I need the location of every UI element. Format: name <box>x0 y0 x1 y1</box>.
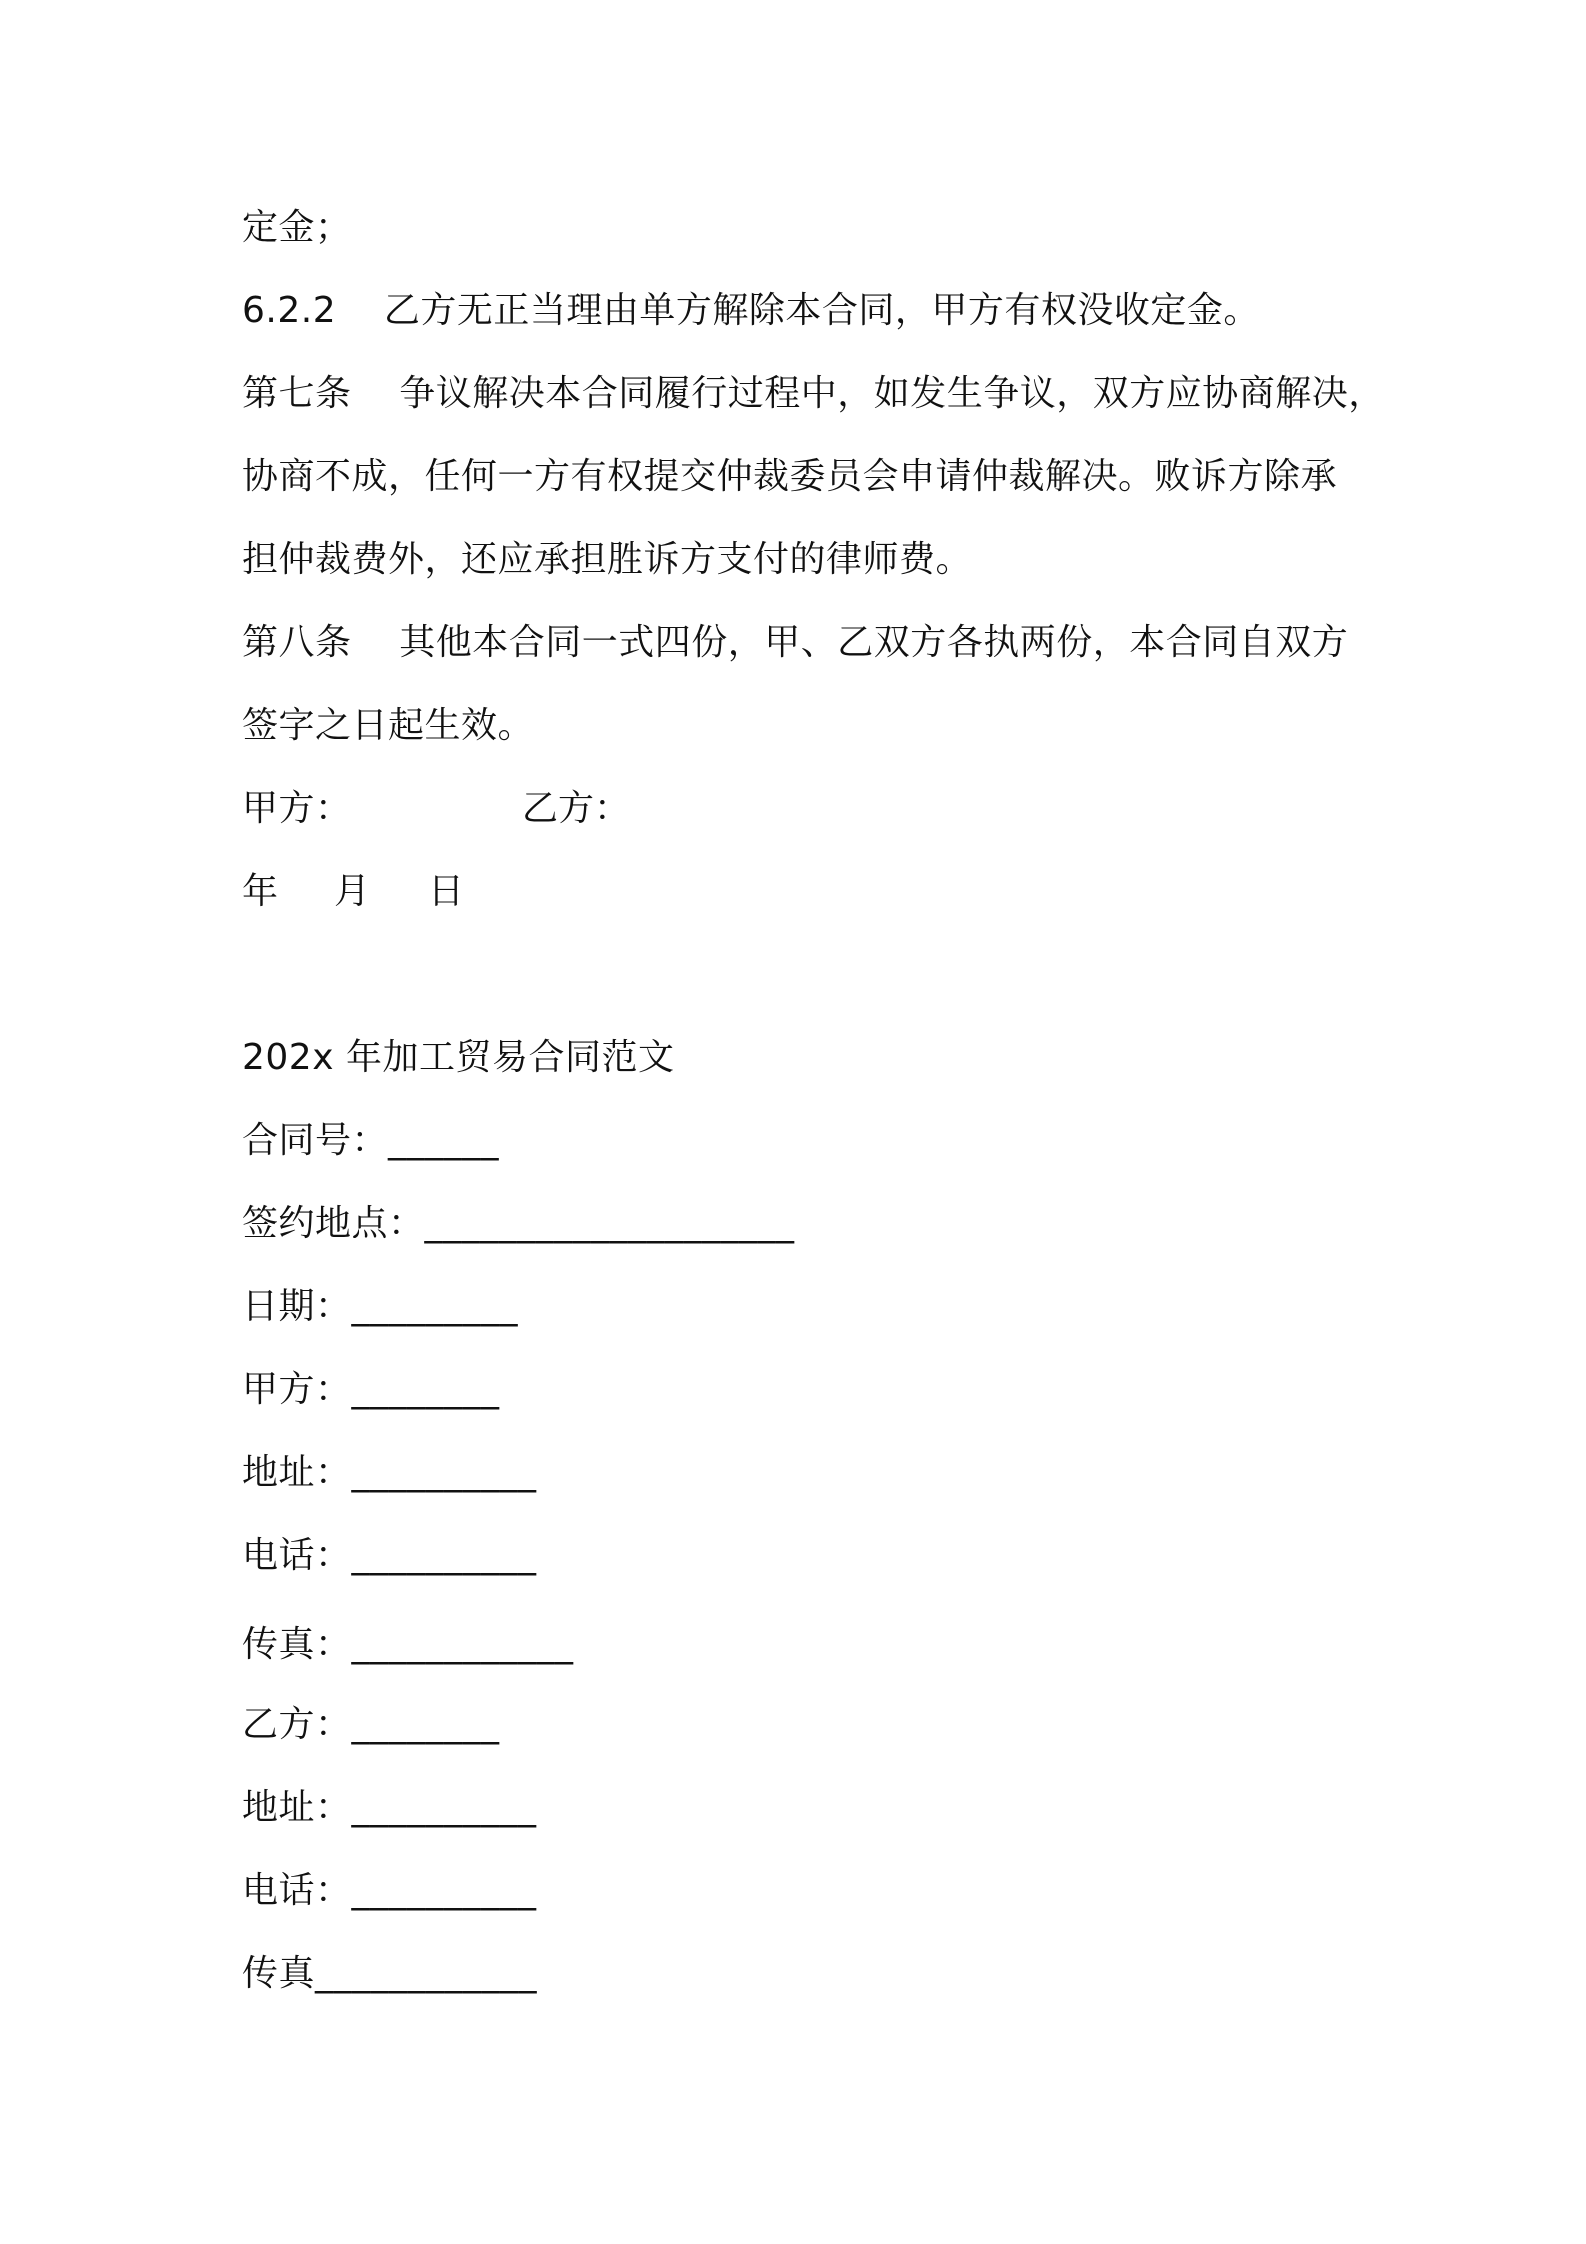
party-a-fax: 传真：____________ <box>242 1624 574 1665</box>
paragraph-deposit-end: 定金； <box>242 207 352 248</box>
signature-party-b: 乙方： <box>522 788 631 829</box>
party-b-phone: 电话：__________ <box>242 1870 537 1911</box>
party-a-phone: 电话：__________ <box>242 1535 537 1576</box>
date-field: 日期：_________ <box>242 1286 519 1327</box>
clause-7-line-1: 第七条 争议解决本合同履行过程中，如发生争议，双方应协商解决， <box>242 373 1385 414</box>
clause-6-2-2: 6.2.2 乙方无正当理由单方解除本合同，甲方有权没收定金。 <box>242 290 1260 331</box>
date-day: 日 <box>428 871 465 912</box>
clause-7-line-3: 担仲裁费外，还应承担胜诉方支付的律师费。 <box>242 539 973 580</box>
document-title: 202x 年加工贸易合同范文 <box>242 1037 675 1078</box>
party-a-field: 甲方：________ <box>242 1369 500 1410</box>
party-b-address: 地址：__________ <box>242 1787 537 1828</box>
date-month: 月 <box>334 871 371 912</box>
party-b-field: 乙方：________ <box>242 1704 500 1745</box>
party-a-address: 地址：__________ <box>242 1452 537 1493</box>
clause-8-line-1: 第八条 其他本合同一式四份，甲、乙双方各执两份，本合同自双方 <box>242 622 1349 663</box>
contract-number: 合同号：______ <box>242 1120 500 1161</box>
signature-party-a: 甲方： <box>242 788 352 829</box>
signing-place: 签约地点：____________________ <box>242 1203 795 1244</box>
party-b-fax: 传真____________ <box>242 1953 538 1994</box>
clause-8-line-2: 签字之日起生效。 <box>242 705 535 746</box>
clause-7-line-2: 协商不成，任何一方有权提交仲裁委员会申请仲裁解决。败诉方除承 <box>242 456 1338 497</box>
date-year: 年 <box>242 871 279 912</box>
